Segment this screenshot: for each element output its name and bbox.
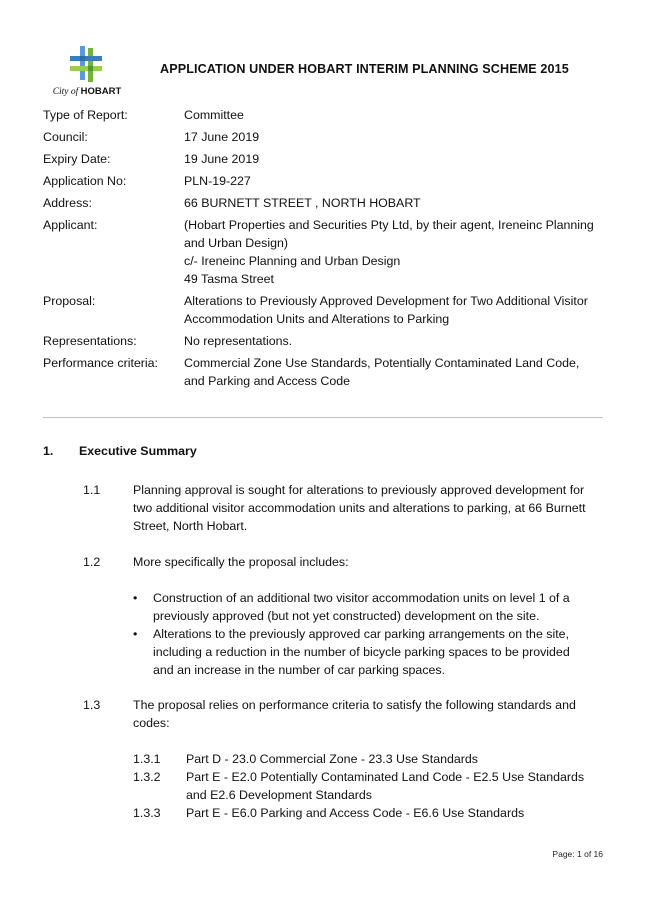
bullet-item bbox=[133, 589, 603, 625]
detail-value: 19 June 2019 bbox=[184, 152, 260, 166]
standards-item-line: Part E - E2.0 Potentially Contaminated Land Code - E2.5 Use Standards bbox=[186, 770, 585, 784]
detail-row-address bbox=[43, 194, 613, 212]
paragraph-line: Planning approval is sought for alterations to previously approved development for bbox=[133, 483, 585, 497]
detail-row-type bbox=[43, 106, 613, 124]
logo-wordmark bbox=[48, 86, 126, 97]
standards-item bbox=[133, 768, 603, 804]
detail-row-expiry bbox=[43, 150, 613, 168]
logo-name: HOBART bbox=[80, 86, 122, 97]
detail-label: Address: bbox=[43, 196, 92, 210]
paragraph-1-3 bbox=[83, 696, 603, 732]
detail-label: Application No: bbox=[43, 174, 127, 188]
paragraph-line: Street, North Hobart. bbox=[133, 519, 248, 533]
detail-value-line: c/- Ireneinc Planning and Urban Design bbox=[184, 254, 401, 268]
detail-value: No representations. bbox=[184, 334, 293, 348]
standards-item-number: 1.3.3 bbox=[133, 806, 161, 820]
bullet-line-tail: . bbox=[441, 663, 446, 677]
detail-value-line: Alterations to Previously Approved Development for Two Additional Visitor bbox=[184, 294, 588, 308]
paragraph-line: codes: bbox=[133, 716, 170, 730]
bullet-line: and an increase in the number of car parking spaces bbox=[153, 663, 442, 677]
standards-item-line: and E2.6 Development Standards bbox=[186, 788, 372, 802]
detail-value-line: Accommodation Units and Alterations to Parking bbox=[184, 312, 450, 326]
bullet-line: including a reduction in the number of bicycle parking spaces to be provided bbox=[153, 645, 570, 659]
standards-list bbox=[133, 750, 603, 822]
standards-item bbox=[133, 750, 603, 768]
detail-label: Representations: bbox=[43, 334, 137, 348]
detail-value-line: (Hobart Properties and Securities Pty Ltd, by their agent, Ireneinc Planning bbox=[184, 218, 594, 232]
detail-label: Type of Report: bbox=[43, 108, 128, 122]
paragraph-line: two additional visitor accommodation units and alterations to parking, at 66 Burnett bbox=[133, 501, 586, 515]
report-details bbox=[43, 106, 613, 394]
document-title: APPLICATION UNDER HOBART INTERIM PLANNING SCHEME 2015 bbox=[160, 62, 569, 76]
bullet-line: Construction of an additional two visitor accommodation units on level 1 of a bbox=[153, 591, 570, 605]
bullet-glyph: • bbox=[133, 591, 138, 605]
page-number: Page: 1 of 16 bbox=[552, 849, 603, 859]
detail-row-application-no bbox=[43, 172, 613, 190]
detail-value: PLN-19-227 bbox=[184, 174, 251, 188]
detail-value: 66 BURNETT STREET , NORTH HOBART bbox=[184, 196, 421, 210]
detail-row-applicant bbox=[43, 216, 613, 288]
standards-item bbox=[133, 804, 603, 822]
standards-item-line: Part E - E6.0 Parking and Access Code - E6.6 Use Standards bbox=[186, 806, 525, 820]
paragraph-line: More specifically the proposal includes: bbox=[133, 555, 349, 569]
logo-prefix: City of bbox=[52, 87, 81, 97]
detail-row-council bbox=[43, 128, 613, 146]
paragraph-number: 1.2 bbox=[83, 555, 101, 569]
city-of-hobart-logo bbox=[48, 40, 126, 100]
detail-value: Committee bbox=[184, 108, 244, 122]
detail-value: 17 June 2019 bbox=[184, 130, 260, 144]
standards-item-number: 1.3.1 bbox=[133, 752, 161, 766]
detail-label: Expiry Date: bbox=[43, 152, 111, 166]
standards-item-line: Part D - 23.0 Commercial Zone - 23.3 Use Standards bbox=[186, 752, 478, 766]
hobart-emblem-icon bbox=[66, 46, 106, 86]
detail-row-representations bbox=[43, 332, 613, 350]
paragraph-line: The proposal relies on performance criteria to satisfy the following standards and bbox=[133, 698, 576, 712]
detail-label: Proposal: bbox=[43, 294, 96, 308]
detail-value-line: and Parking and Access Code bbox=[184, 374, 351, 388]
bullet-glyph: • bbox=[133, 627, 138, 641]
detail-row-proposal bbox=[43, 292, 613, 328]
detail-row-performance-criteria bbox=[43, 354, 613, 390]
bullet-item bbox=[133, 625, 603, 679]
paragraph-1-2 bbox=[83, 553, 603, 571]
paragraph-number: 1.3 bbox=[83, 698, 101, 712]
paragraph-1-1 bbox=[83, 481, 603, 535]
standards-item-number: 1.3.2 bbox=[133, 770, 161, 784]
bullet-list bbox=[133, 589, 603, 679]
bullet-line: previously approved (but not yet constructed) development on the site. bbox=[153, 609, 540, 623]
horizontal-divider bbox=[43, 417, 603, 418]
detail-value-line: Commercial Zone Use Standards, Potentially Contaminated Land Code, bbox=[184, 356, 580, 370]
detail-value-line: and Urban Design) bbox=[184, 236, 289, 250]
detail-label: Performance criteria: bbox=[43, 356, 158, 370]
detail-label: Applicant: bbox=[43, 218, 98, 232]
paragraph-number: 1.1 bbox=[83, 483, 101, 497]
detail-label: Council: bbox=[43, 130, 88, 144]
section-number: 1. bbox=[43, 444, 54, 458]
detail-value-line: 49 Tasma Street bbox=[184, 272, 274, 286]
bullet-line: Alterations to the previously approved car parking arrangements on the site, bbox=[153, 627, 570, 641]
section-title: Executive Summary bbox=[79, 444, 197, 458]
